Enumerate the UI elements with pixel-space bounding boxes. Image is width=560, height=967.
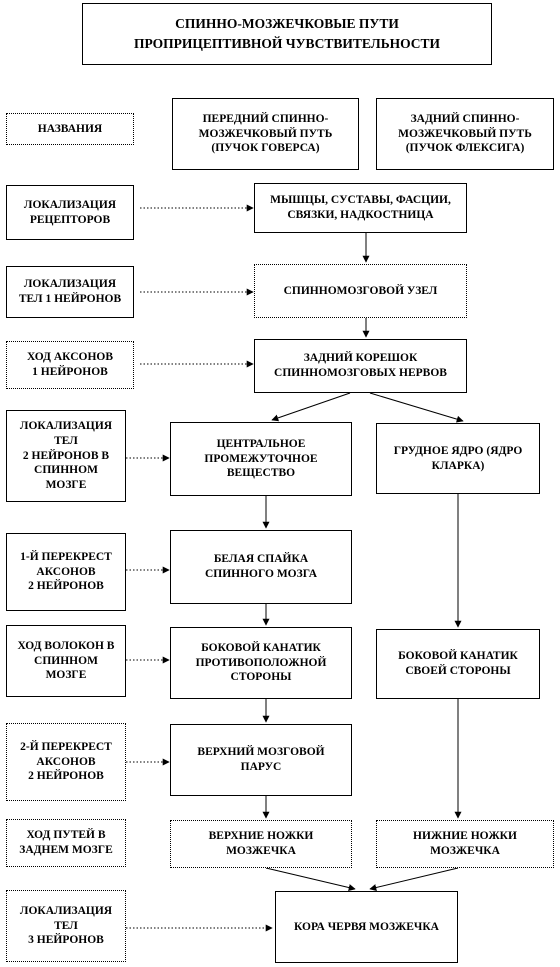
node-thoracic-nucleus-text: ГРУДНОЕ ЯДРО (ЯДРО КЛАРКА) bbox=[393, 444, 523, 472]
arrow-superior-vermis bbox=[266, 868, 355, 889]
node-anterior-tract-text: ПЕРЕДНИЙ СПИННО- МОЗЖЕЧКОВЫЙ ПУТЬ (ПУЧОК ГОВЕРСА) bbox=[198, 112, 333, 155]
node-lateral-funiculus-same-text: БОКОВОЙ КАНАТИК СВОЕЙ СТОРОНЫ bbox=[398, 650, 518, 677]
label-names-text: НАЗВАНИЯ bbox=[37, 122, 103, 135]
node-lateral-funiculus-opposite bbox=[170, 627, 352, 699]
node-superior-medullary-velum bbox=[170, 724, 352, 796]
label-cross1-text: 1-Й ПЕРЕКРЕСТ АКСОНОВ 2 НЕЙРОНОВ bbox=[20, 550, 112, 593]
label-neuron2-bodies bbox=[6, 410, 126, 502]
label-cross1 bbox=[6, 533, 126, 611]
node-posterior-tract bbox=[376, 98, 554, 170]
label-neuron1-bodies bbox=[6, 266, 134, 318]
node-spinal-ganglion bbox=[254, 264, 467, 318]
node-white-commissure-text: БЕЛАЯ СПАЙКА СПИННОГО МОЗГА bbox=[204, 553, 318, 580]
label-neuron1-bodies-text: ЛОКАЛИЗАЦИЯ ТЕЛ 1 НЕЙРОНОВ bbox=[18, 278, 122, 305]
node-vermis-cortex bbox=[275, 891, 458, 963]
node-superior-medullary-velum-text: ВЕРХНИЙ МОЗГОВОЙ ПАРУС bbox=[197, 746, 325, 773]
node-receptors-text: МЫШЦЫ, СУСТАВЫ, ФАСЦИИ, СВЯЗКИ, НАДКОСТНИЦА bbox=[270, 194, 451, 221]
node-inferior-peduncles-text: НИЖНИЕ НОЖКИ МОЗЖЕЧКА bbox=[413, 830, 517, 857]
node-thoracic-nucleus bbox=[376, 423, 540, 494]
label-names bbox=[6, 113, 134, 145]
label-neuron3-bodies-text: ЛОКАЛИЗАЦИЯ ТЕЛ 3 НЕЙРОНОВ bbox=[19, 904, 113, 947]
label-neuron2-bodies-text: ЛОКАЛИЗАЦИЯ ТЕЛ 2 НЕЙРОНОВ В СПИННОМ МОЗГЕ bbox=[19, 420, 113, 492]
node-dorsal-root bbox=[254, 339, 467, 393]
label-cross2-text: 2-Й ПЕРЕКРЕСТ АКСОНОВ 2 НЕЙРОНОВ bbox=[20, 740, 112, 783]
diagram-title bbox=[82, 3, 492, 65]
label-fibers-course bbox=[6, 625, 126, 697]
node-central-intermediate-text: ЦЕНТРАЛЬНОЕ ПРОМЕЖУТОЧНОЕ ВЕЩЕСТВО bbox=[204, 437, 318, 480]
label-cross2 bbox=[6, 723, 126, 801]
node-spinal-ganglion-text: СПИННОМОЗГОВОЙ УЗЕЛ bbox=[283, 284, 438, 297]
arrow-inferior-vermis bbox=[370, 868, 458, 889]
label-hindbrain-paths-text: ХОД ПУТЕЙ В ЗАДНЕМ МОЗГЕ bbox=[19, 829, 113, 856]
node-dorsal-root-text: ЗАДНИЙ КОРЕШОК СПИННОМОЗГОВЫХ НЕРВОВ bbox=[274, 352, 447, 379]
node-inferior-peduncles bbox=[376, 820, 554, 868]
node-anterior-tract bbox=[172, 98, 359, 170]
node-superior-peduncles-text: ВЕРХНИЕ НОЖКИ МОЗЖЕЧКА bbox=[208, 830, 314, 857]
label-axons1 bbox=[6, 341, 134, 389]
label-hindbrain-paths bbox=[6, 819, 126, 867]
node-superior-peduncles bbox=[170, 820, 352, 868]
node-posterior-tract-text: ЗАДНИЙ СПИННО- МОЗЖЕЧКОВЫЙ ПУТЬ (ПУЧОК ФЛЕКСИГА) bbox=[398, 112, 532, 155]
node-receptors bbox=[254, 183, 467, 233]
label-neuron3-bodies bbox=[6, 890, 126, 962]
node-lateral-funiculus-opposite-text: БОКОВОЙ КАНАТИК ПРОТИВОПОЛОЖНОЙ СТОРОНЫ bbox=[195, 641, 327, 684]
label-fibers-course-text: ХОД ВОЛОКОН В СПИННОМ МОЗГЕ bbox=[17, 639, 115, 682]
node-white-commissure bbox=[170, 530, 352, 604]
label-receptors bbox=[6, 185, 134, 240]
diagram-title-text: СПИННО-МОЗЖЕЧКОВЫЕ ПУТИ ПРОПРИЦЕПТИВНОЙ ЧУВСТВИТЕЛЬНОСТИ bbox=[133, 16, 441, 51]
node-vermis-cortex-text: КОРА ЧЕРВЯ МОЗЖЕЧКА bbox=[294, 920, 439, 933]
arrow-root-central bbox=[272, 393, 350, 420]
label-axons1-text: ХОД АКСОНОВ 1 НЕЙРОНОВ bbox=[26, 351, 114, 378]
node-central-intermediate bbox=[170, 422, 352, 496]
arrow-root-thoracic bbox=[370, 393, 463, 421]
label-receptors-text: ЛОКАЛИЗАЦИЯ РЕЦЕПТОРОВ bbox=[23, 198, 117, 226]
node-lateral-funiculus-same bbox=[376, 629, 540, 699]
